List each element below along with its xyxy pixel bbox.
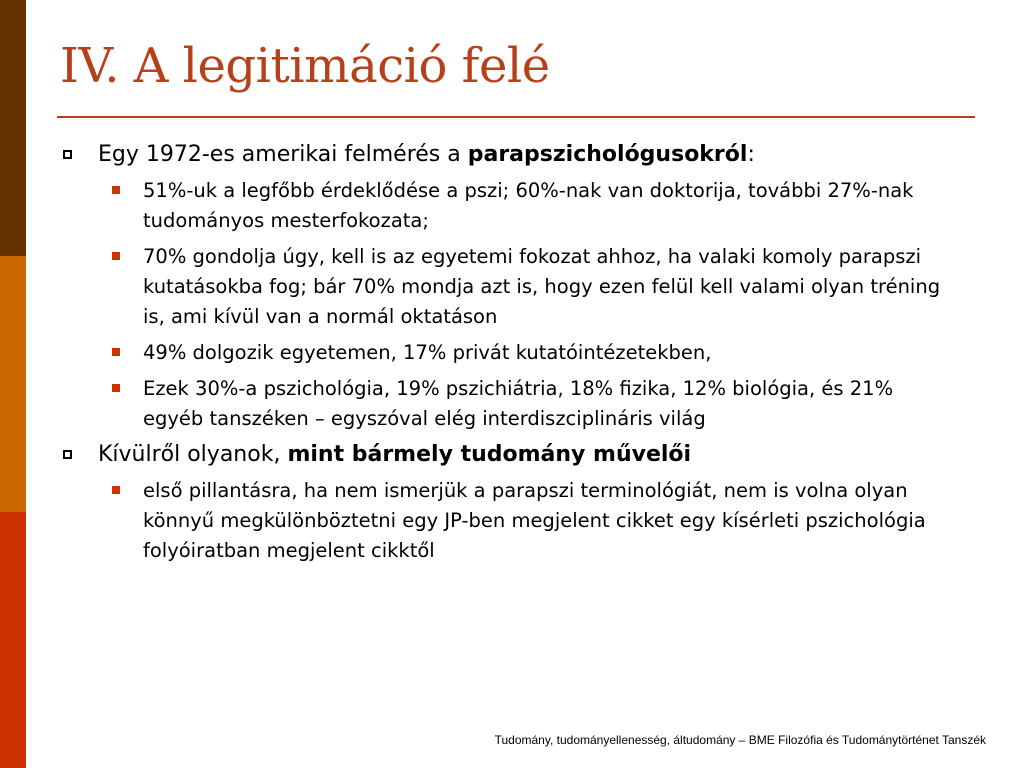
slide-content xyxy=(0,140,1000,572)
bullet-item xyxy=(98,140,1000,170)
filled-square-bullet-icon xyxy=(112,252,120,260)
bullet-text: Kívülről olyanok, xyxy=(98,442,288,467)
slide-title: IV. A legitimáció felé xyxy=(60,38,550,94)
bullet-text-bold: mint bármely tudomány művelői xyxy=(287,442,692,467)
title-underline xyxy=(57,116,975,118)
slide-footer: Tudomány, tudományellenesség, áltudomány – BME Filozófia és Tudománytörténet Tanszék xyxy=(494,733,986,747)
sub-bullet-text: 70% gondolja úgy, kell is az egyetemi fokozat ahhoz, ha valaki komoly parapszi kutatásokba fog; bár 70% mondja azt is, hogy ezen felül kell valami olyan tréning is, ami kívül van a normál oktatáson xyxy=(143,245,941,328)
sub-bullet-item xyxy=(143,338,944,368)
filled-square-bullet-icon xyxy=(112,186,120,194)
filled-square-bullet-icon xyxy=(112,348,120,356)
filled-square-bullet-icon xyxy=(112,384,120,392)
bullet-text-end: : xyxy=(747,142,755,167)
sub-bullet-text: 51%-uk a legfőbb érdeklődése a pszi; 60%-nak van doktorija, további 27%-nak tudományos mesterfokozata; xyxy=(143,179,914,232)
sub-bullet-item xyxy=(143,176,944,236)
bullet-item xyxy=(98,440,1000,470)
filled-square-bullet-icon xyxy=(112,486,120,494)
sub-bullet-text: Ezek 30%-a pszichológia, 19% pszichiátria, 18% fizika, 12% biológia, és 21% egyéb tanszéken – egyszóval elég interdiszciplináris világ xyxy=(143,377,894,430)
sub-bullet-item xyxy=(143,476,944,566)
sub-bullet-item xyxy=(143,242,944,332)
bullet-text: Egy 1972-es amerikai felmérés a xyxy=(98,142,468,167)
hollow-square-bullet-icon xyxy=(63,450,72,459)
sub-bullet-text: első pillantásra, ha nem ismerjük a parapszi terminológiát, nem is volna olyan könnyű megkülönböztetni egy JP-ben megjelent cikket egy kísérleti pszichológia folyóiratban megjelent cikktől xyxy=(143,479,926,562)
sub-bullet-text: 49% dolgozik egyetemen, 17% privát kutatóintézetekben, xyxy=(143,341,712,364)
hollow-square-bullet-icon xyxy=(63,150,72,159)
sub-bullet-item xyxy=(143,374,944,434)
bullet-text-bold: parapszichológusokról xyxy=(467,142,748,167)
